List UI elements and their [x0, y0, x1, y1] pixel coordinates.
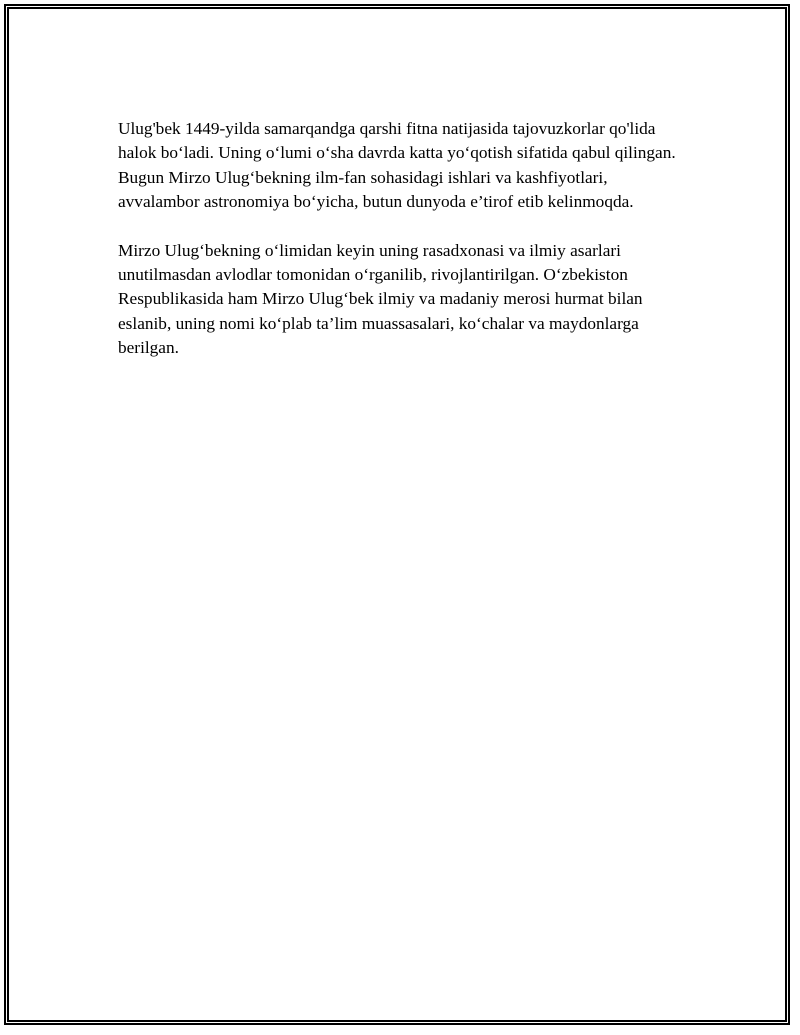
paragraph-2: Mirzo Ulug‘bekning o‘limidan keyin uning rasadxonasi va ilmiy asarlari unutilmasdan avlodlar tomonidan o‘rganilib, rivojlantirilgan. O‘zbekiston Respublikasida ham Mirzo Ulug‘bek ilmiy va madaniy merosi hurmat bilan eslanib, uning nomi ko‘plab ta’lim muassasalari, ko‘chalar va maydonlarga berilgan.	[118, 240, 643, 358]
paragraph-1: Ulug'bek 1449-yilda samarqandga qarshi fitna natijasida tajovuzkorlar qo'lida halok bo‘ladi. Uning o‘lumi o‘sha davrda katta yo‘qotish sifatida qabul qilingan. Bugun Mirzo Ulug‘bekning ilm-fan sohasidagi ishlari va kashfiyotlari, avvalambor astronomiya bo‘yicha, butun dunyoda e’tirof etib kelinmoqda.	[118, 119, 676, 212]
document-body	[118, 117, 693, 385]
